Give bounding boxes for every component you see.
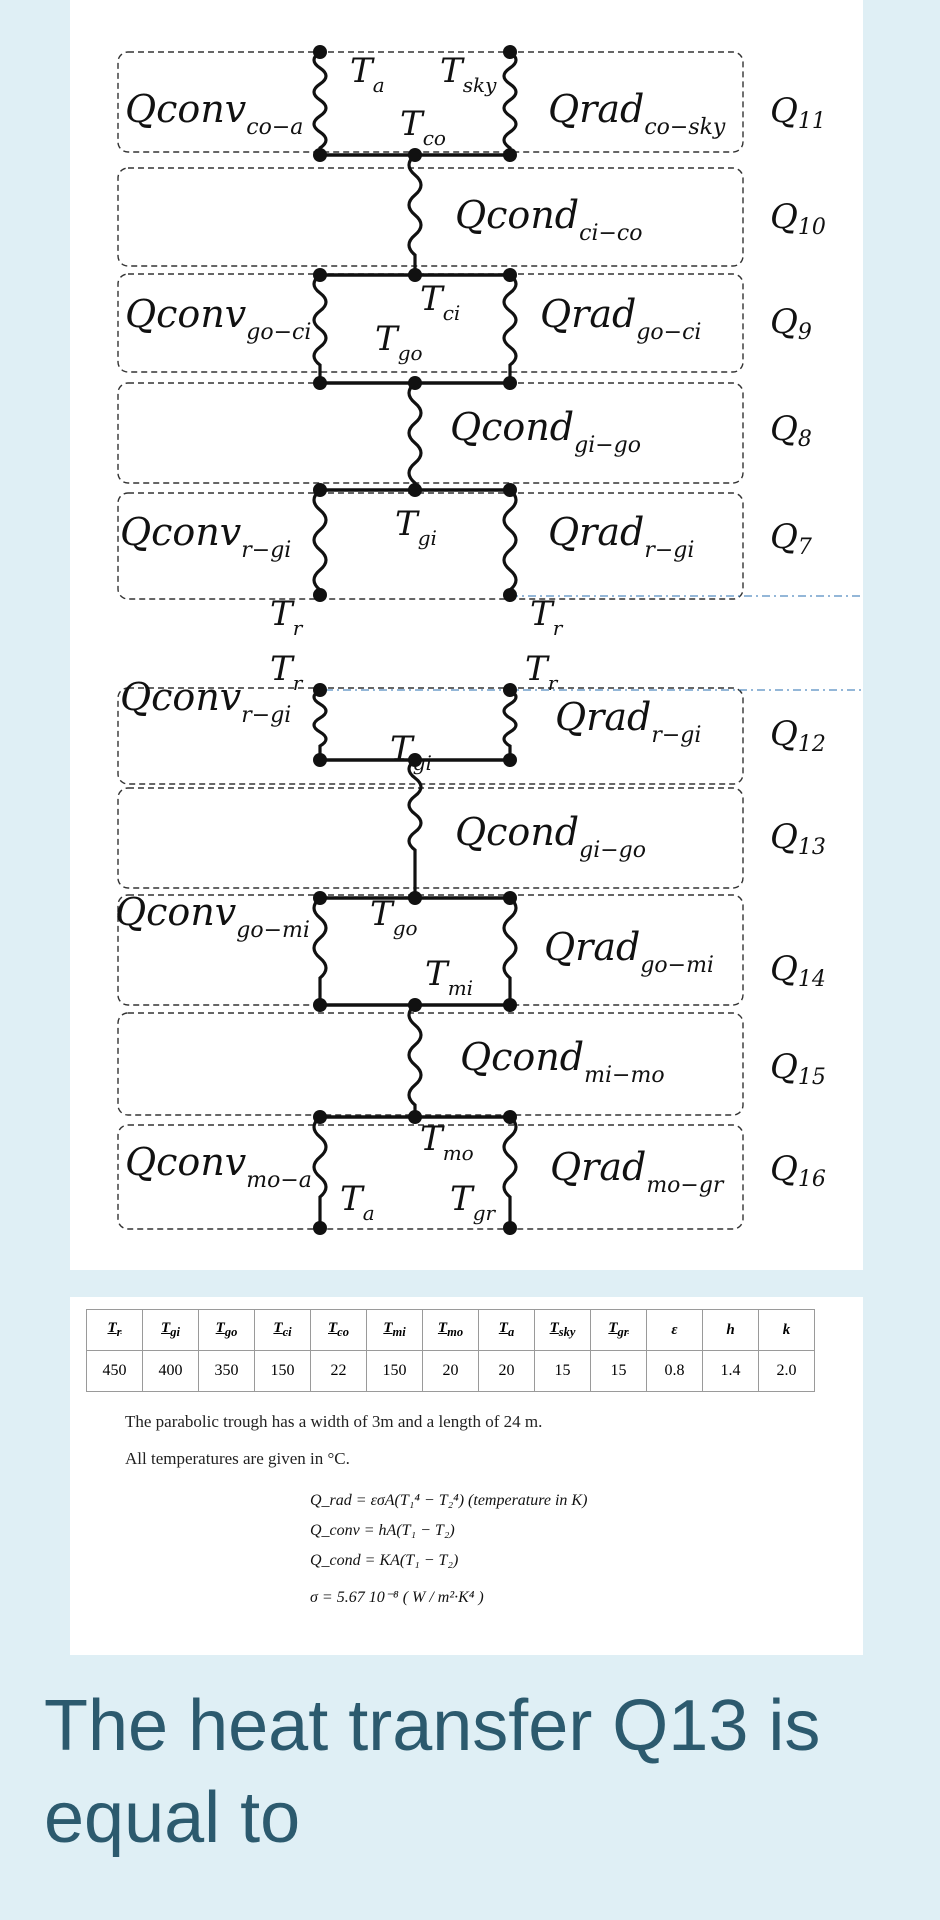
header-ta: $T_a$ [479,1310,535,1351]
note-units: All temperatures are given in °C. [125,1449,350,1468]
value-h: 1.4 [703,1351,759,1392]
label-qrad-go-mi: Qrad$_{go-mi}$ [544,925,714,978]
label-qconv-r-gi-1: Qconv$_{r-gi}$ [120,510,292,563]
label-q7: Q7 [770,517,812,560]
node-tr-4: $T_r$ [525,649,558,695]
header-epsilon: ε [647,1310,703,1351]
node-tgi-2: $T_{gi}$ [390,729,432,775]
row-box-q10 [118,168,743,266]
value-tsky: 15 [535,1351,591,1392]
label-qcond-mi-mo: Qcond$_{mi-mo}$ [460,1035,665,1088]
label-qconv-co-a: Qconv$_{co-a}$ [125,87,304,140]
table-row [87,1351,815,1392]
equation-sigma: σ = 5.67 10⁻⁸ ( W / m²·K⁴ ) [310,1589,484,1606]
parameters-card [70,1297,863,1655]
label-q16: Q16 [770,1149,826,1192]
label-q12: Q12 [770,714,826,757]
header-tr: $T_r$ [87,1310,143,1351]
label-q11: Q11 [770,91,826,134]
node-tci: $T_{ci}$ [420,279,461,325]
header-k: k [759,1310,815,1351]
value-tmo: 20 [423,1351,479,1392]
table-header-row [87,1310,815,1351]
label-q15: Q15 [770,1047,826,1090]
value-tco: 22 [311,1351,367,1392]
label-qconv-r-gi-2: Qconv$_{r-gi}$ [120,675,292,728]
label-qcond-gi-go-2: Qcond$_{gi-go}$ [455,810,647,863]
equation-cond: Q_cond = KA(T₁ − T₂) [310,1552,459,1569]
value-ta: 20 [479,1351,535,1392]
value-tmi: 150 [367,1351,423,1392]
header-tmi: $T_{mi}$ [367,1310,423,1351]
node-tr-2: $T_r$ [530,594,563,640]
value-k: 2.0 [759,1351,815,1392]
node-tmo: $T_{mo}$ [420,1119,474,1165]
label-qrad-co-sky: Qrad$_{co-sky}$ [548,87,726,140]
header-tgo: $T_{go}$ [199,1310,255,1351]
value-tci: 150 [255,1351,311,1392]
header-tgi: $T_{gi}$ [143,1310,199,1351]
label-qconv-mo-a: Qconv$_{mo-a}$ [125,1140,312,1193]
value-tgi: 400 [143,1351,199,1392]
network-svg [70,0,863,1270]
header-tsky: $T_{sky}$ [535,1310,591,1351]
label-q10: Q10 [770,197,826,240]
node-tr-1: $T_r$ [270,594,303,640]
header-tci: $T_{ci}$ [255,1310,311,1351]
node-ta-bottom: $T_a$ [340,1179,375,1225]
label-qconv-go-mi: Qconv$_{go-mi}$ [115,890,310,943]
node-tgi-1: $T_{gi}$ [395,504,437,550]
label-qconv-go-ci: Qconv$_{go-ci}$ [125,292,312,345]
node-tr-3: $T_r$ [270,649,303,695]
label-q9: Q9 [770,302,812,345]
node-tsky: $T_{sky}$ [440,51,497,97]
thermal-network-diagram [70,0,863,1270]
question-text: The heat transfer Q13 is equal to [44,1686,821,1858]
equation-conv: Q_conv = hA(T₁ − T₂) [310,1522,455,1539]
node-tgr: $T_{gr}$ [450,1179,496,1225]
label-qrad-r-gi-2: Qrad$_{r-gi}$ [555,695,702,748]
label-q14: Q14 [770,949,826,992]
note-dimensions: The parabolic trough has a width of 3m and a length of 24 m. [125,1412,543,1431]
header-tco: $T_{co}$ [311,1310,367,1351]
value-tr: 450 [87,1351,143,1392]
label-qcond-gi-go-1: Qcond$_{gi-go}$ [450,405,642,458]
label-q8: Q8 [770,409,812,452]
equation-rad: Q_rad = εσA(T₁⁴ − T₂⁴) (temperature in K) [310,1492,588,1509]
node-tco: $T_{co}$ [400,104,446,150]
header-tgr: $T_{gr}$ [591,1310,647,1351]
label-q13: Q13 [770,817,826,860]
label-qrad-mo-gr: Qrad$_{mo-gr}$ [550,1145,724,1198]
node-tgo-2: $T_{go}$ [370,894,418,940]
node-ta-top: $T_a$ [350,51,385,97]
node-tgo-1: $T_{go}$ [375,319,423,365]
header-tmo: $T_{mo}$ [423,1310,479,1351]
value-epsilon: 0.8 [647,1351,703,1392]
header-h: h [703,1310,759,1351]
label-qrad-go-ci: Qrad$_{go-ci}$ [540,292,702,345]
parameters-table [86,1309,815,1392]
row-box-q13 [118,788,743,888]
value-tgr: 15 [591,1351,647,1392]
node-tmi: $T_{mi}$ [425,954,474,1000]
row-box-q8 [118,383,743,483]
label-qrad-r-gi-1: Qrad$_{r-gi}$ [548,510,695,563]
value-tgo: 350 [199,1351,255,1392]
label-qcond-ci-co: Qcond$_{ci-co}$ [455,193,643,246]
